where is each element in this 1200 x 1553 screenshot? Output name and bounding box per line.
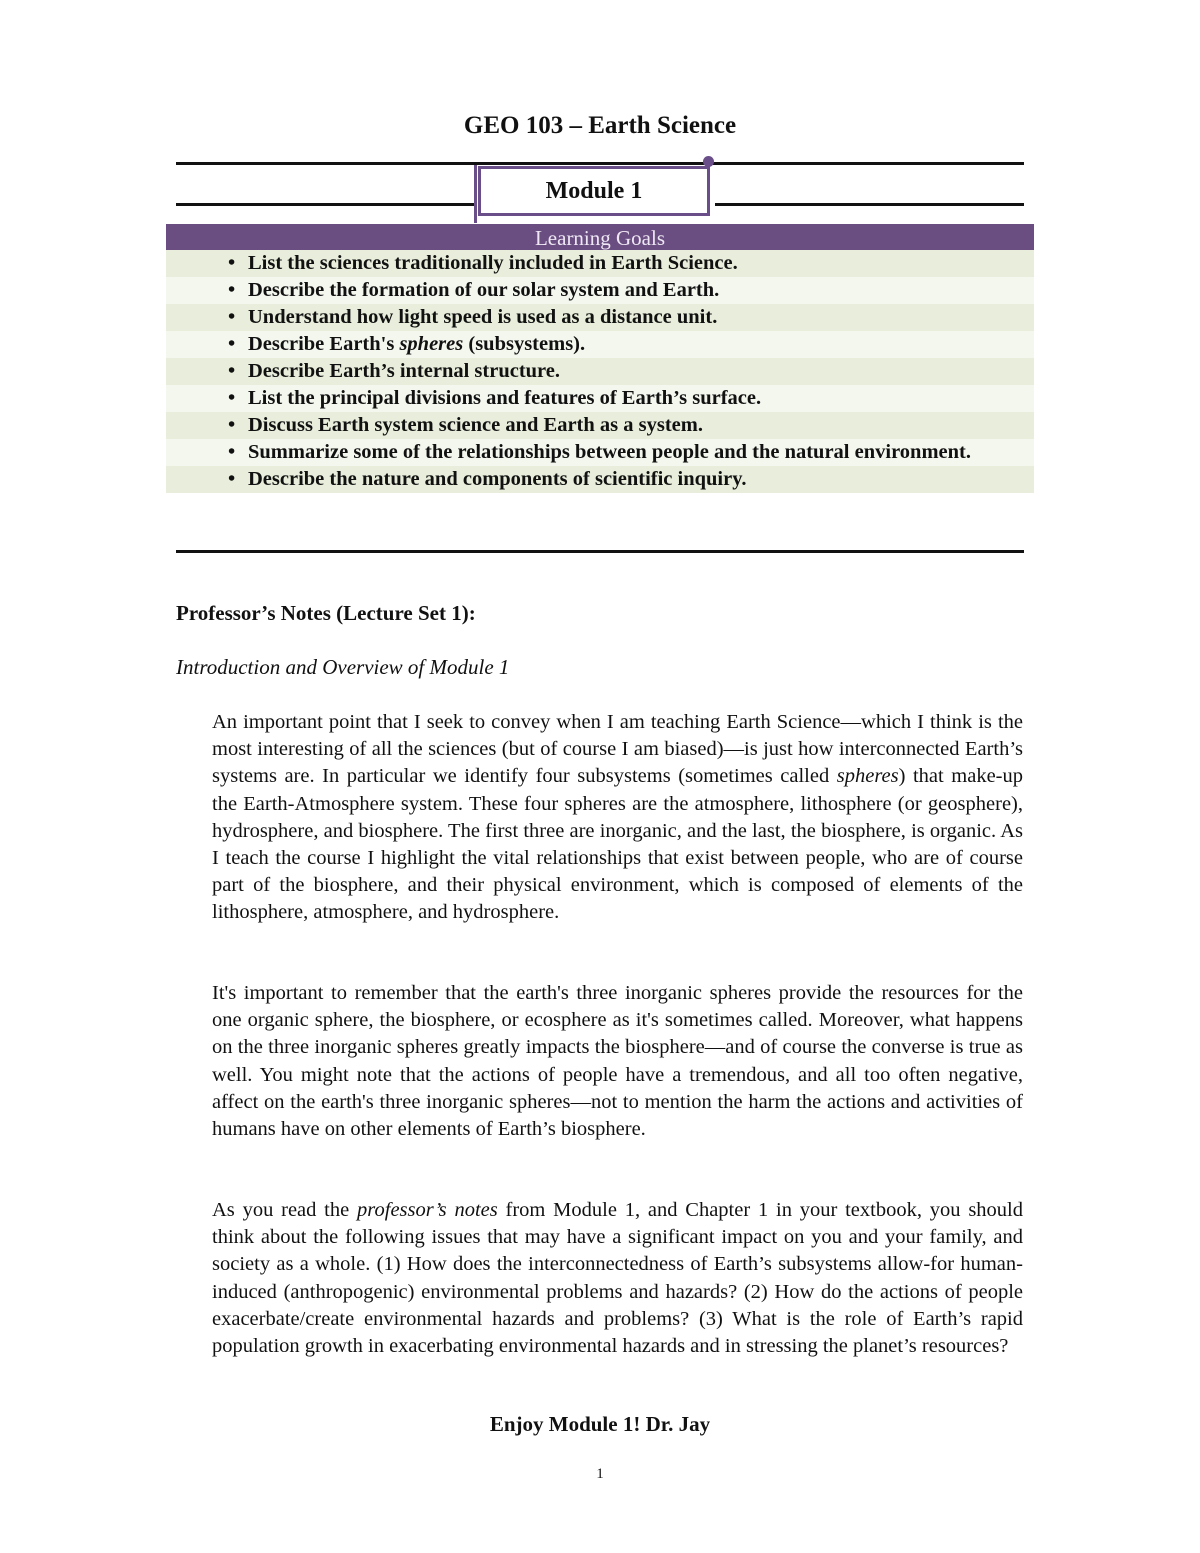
text-run: List the sciences traditionally included in Earth Science. <box>248 252 738 274</box>
text-run: As you read the <box>212 1199 358 1221</box>
page-number: 1 <box>596 1466 604 1482</box>
introduction-heading: Introduction and Overview of Module 1 <box>176 655 510 679</box>
bullet-icon: • <box>228 468 236 490</box>
bottom-rule <box>176 550 1024 553</box>
learning-goal-item <box>166 439 1034 466</box>
professor-notes-heading: Professor’s Notes (Lecture Set 1): <box>176 601 476 625</box>
text-run: Discuss Earth system science and Earth as a system. <box>248 414 703 436</box>
bullet-icon: • <box>228 333 236 355</box>
text-run: from Module 1, and Chapter 1 in your textbook, you should think about the following issues that may have a significant impact on you and your family, and society as a whole. (1) How does the interconnectedness of Earth’s subsystems allow-for human-induced (anthropogenic) environmental problems and hazards? (2) How do the actions of people exacerbate/create environmental hazards and problems? (3) What is the role of Earth’s rapid population growth in exacerbating environmental hazards and in stressing the planet’s resources? <box>212 1199 1023 1358</box>
learning-goal-item <box>166 250 1034 277</box>
bullet-icon: • <box>228 387 236 409</box>
text-run: List the principal divisions and features of Earth’s surface. <box>248 387 762 409</box>
module-label-box <box>478 166 710 216</box>
bullet-icon: • <box>228 279 236 301</box>
bullet-icon: • <box>228 306 236 328</box>
text-run: ) that make-up the Earth-Atmosphere system. These four spheres are the atmosphere, lithosphere (or geosphere), hydrosphere, and biosphere. The first three are inorganic, and the last, the biosphere, is organic. As I teach the course I highlight the vital relationships that exist between people, who are of course part of the biosphere, and their physical environment, which is composed of elements of the lithosphere, atmosphere, and hydrosphere. <box>212 765 1023 924</box>
module-rule-right <box>715 203 1024 206</box>
learning-goal-item <box>166 304 1034 331</box>
emphasis-text: spheres <box>836 765 899 788</box>
text-run: Describe Earth’s internal structure. <box>248 360 560 382</box>
notes-paragraph <box>212 709 1023 927</box>
bullet-icon: • <box>228 252 236 274</box>
text-run: Understand how light speed is used as a distance unit. <box>248 306 718 328</box>
bullet-icon: • <box>228 441 236 463</box>
notes-paragraph <box>212 1197 1023 1360</box>
learning-goal-item <box>166 385 1034 412</box>
text-run: Summarize some of the relationships between people and the natural environment. <box>248 441 971 463</box>
emphasis-text: spheres <box>399 333 464 355</box>
learning-goal-item <box>166 466 1034 493</box>
learning-goals-list <box>166 250 1034 493</box>
module-label: Module 1 <box>545 177 643 204</box>
learning-goal-item <box>166 358 1034 385</box>
text-run: Describe the nature and components of scientific inquiry. <box>248 468 747 490</box>
learning-goal-item <box>166 412 1034 439</box>
text-run: Describe the formation of our solar system and Earth. <box>248 279 720 301</box>
text-run: (subsystems). <box>463 333 586 355</box>
text-run: Describe Earth's <box>248 333 400 355</box>
notes-paragraph <box>212 980 1023 1143</box>
course-title: GEO 103 – Earth Science <box>463 112 737 139</box>
learning-goal-item <box>166 277 1034 304</box>
module-rule-left <box>176 203 474 206</box>
emphasis-text: professor’s notes <box>357 1199 498 1221</box>
bullet-icon: • <box>228 414 236 436</box>
text-run: An important point that I seek to convey when I am teaching Earth Science—which I think is the most interesting of all the sciences (but of course I am biased)—is just how interconnected Earth’s systems are. In particular we identify four subsystems (sometimes called <box>212 711 1023 788</box>
text-run: It's important to remember that the earth's three inorganic spheres provide the resources for the one organic sphere, the biosphere, or ecosphere as it's sometimes called. Moreover, what happens on the three inorganic spheres greatly impacts the biosphere—and of course the converse is true as well. You might note that the actions of people have a tremendous, and all too often negative, affect on the earth's three inorganic spheres—not to mention the harm the actions and activities of humans have on other elements of Earth’s biosphere. <box>212 982 1023 1141</box>
learning-goals-heading: Learning Goals <box>166 224 1034 250</box>
top-rule <box>176 162 1024 165</box>
bullet-icon: • <box>228 360 236 382</box>
learning-goal-item <box>166 331 1034 358</box>
signoff: Enjoy Module 1! Dr. Jay <box>489 1412 711 1436</box>
